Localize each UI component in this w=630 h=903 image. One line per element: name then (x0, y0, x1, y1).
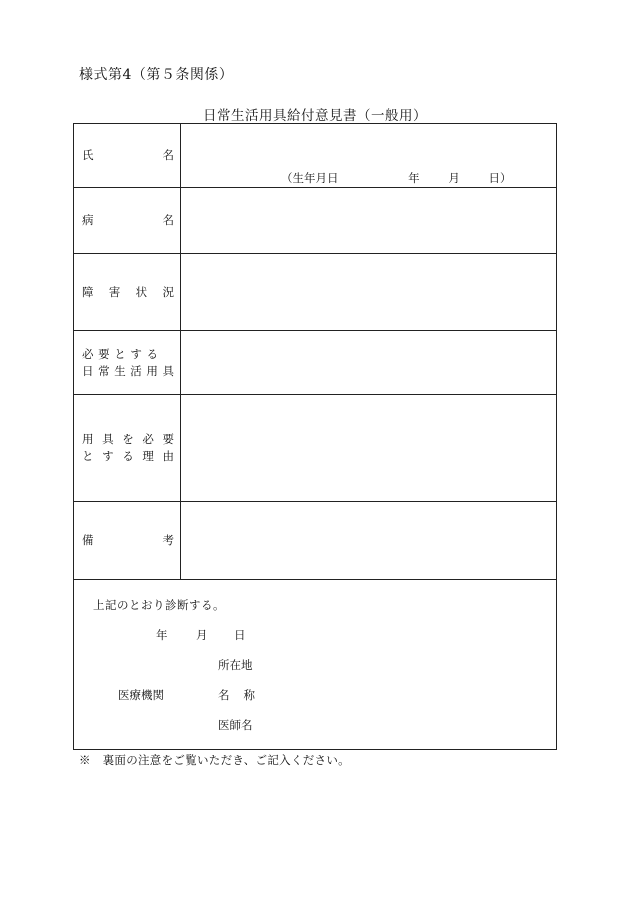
certification-statement: 上記のとおり診断する。 (93, 598, 225, 612)
medical-institution-label: 医療機関 (118, 688, 164, 702)
remarks-field[interactable] (181, 502, 557, 580)
certification-section: 上記のとおり診断する。 年 月 日 医療機関 所在地 名 称 医師名 (74, 580, 557, 750)
row-disability-status (74, 254, 557, 331)
institution-name-label: 名 称 (218, 688, 255, 702)
birth-date-line: （生年月日 年 月 日） (281, 171, 512, 185)
label-disability-status: 障 害 状 況 (74, 254, 181, 331)
row-certification (74, 580, 557, 750)
row-needed-tool (74, 331, 557, 395)
row-patient-name (74, 124, 557, 188)
form-reference: 様式第4（第５条関係） (79, 67, 234, 83)
row-reason (74, 395, 557, 502)
needed-tool-field[interactable] (181, 331, 557, 395)
row-disease-name (74, 188, 557, 254)
doctor-name-label: 医師名 (218, 718, 253, 732)
address-label: 所在地 (218, 658, 253, 672)
label-disease-name: 病 名 (74, 188, 181, 254)
label-patient-name: 氏 名 (74, 124, 181, 188)
reason-field[interactable] (181, 395, 557, 502)
patient-name-field[interactable] (181, 124, 557, 188)
label-remarks: 備 考 (74, 502, 181, 580)
label-reason: 用 具 を 必 要 と す る 理 由 (74, 395, 181, 502)
row-remarks (74, 502, 557, 580)
footer-note: ※ 裏面の注意をご覧いただき、ご記入ください。 (79, 753, 350, 767)
opinion-form-table (73, 123, 557, 750)
disability-status-field[interactable] (181, 254, 557, 331)
document-title: 日常生活用具給付意見書（一般用） (203, 108, 427, 124)
label-needed-tool: 必 要 と す る 日 常 生 活 用 具 (74, 331, 181, 395)
disease-name-field[interactable] (181, 188, 557, 254)
